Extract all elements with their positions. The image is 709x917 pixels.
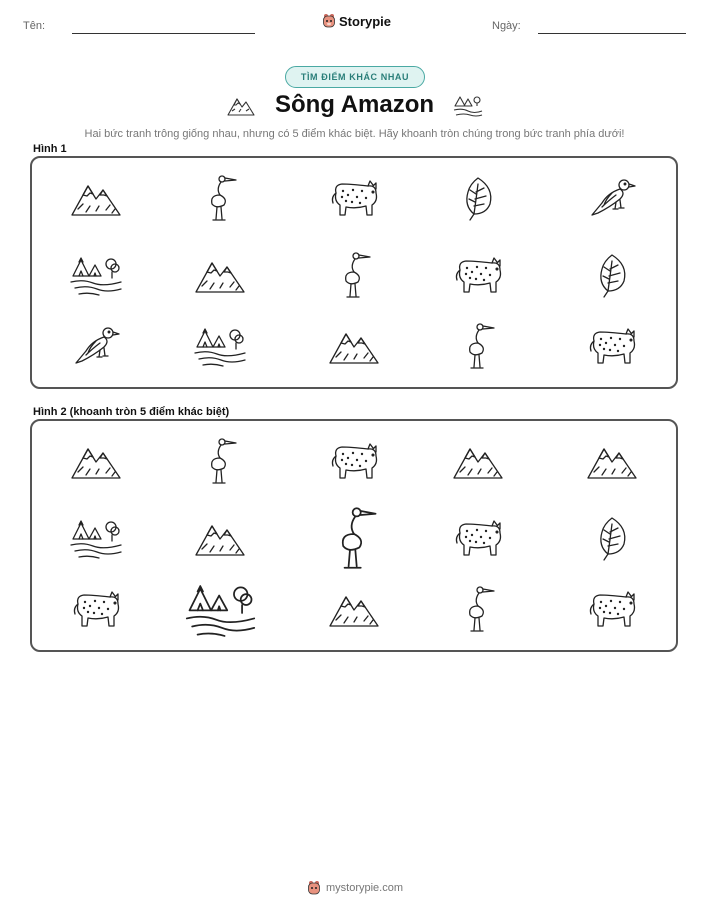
jaguar-icon[interactable] <box>452 515 504 561</box>
mountain-icon[interactable] <box>328 589 380 629</box>
jaguar-icon[interactable] <box>328 175 380 221</box>
date-label: Ngày: <box>492 20 521 32</box>
jaguar-icon[interactable] <box>586 586 638 632</box>
village-icon[interactable] <box>193 323 247 369</box>
footer <box>307 880 403 896</box>
page-title: Sông Amazon <box>274 91 435 118</box>
picture-1-panel[interactable] <box>30 156 678 389</box>
jaguar-icon[interactable] <box>452 252 504 298</box>
storypie-mascot-icon <box>322 13 336 29</box>
heron-icon[interactable] <box>200 436 240 486</box>
mountain-icon[interactable] <box>194 255 246 295</box>
mountain-icon[interactable] <box>586 441 638 481</box>
jaguar-icon[interactable] <box>586 323 638 369</box>
heron-icon[interactable] <box>327 504 381 572</box>
picture-2-panel[interactable] <box>30 419 678 652</box>
brand-logo[interactable] <box>322 13 391 29</box>
footer-url: mystorypie.com <box>326 882 404 894</box>
mountain-icon[interactable] <box>328 326 380 366</box>
village-icon[interactable] <box>69 252 123 298</box>
village-icon[interactable] <box>69 515 123 561</box>
village-icon[interactable] <box>184 578 257 640</box>
name-label: Tên: <box>23 20 46 32</box>
mountain-icon[interactable] <box>452 441 504 481</box>
heron-icon[interactable] <box>200 173 240 223</box>
mountain-icon[interactable] <box>194 518 246 558</box>
leaf-icon[interactable] <box>594 251 630 299</box>
bird-icon[interactable] <box>72 323 120 369</box>
instructions: Hai bức tranh trông giống nhau, nhưng có 5 điểm khác biệt. Hãy khoanh tròn chúng trong bức tranh phía dưới! <box>84 128 625 140</box>
storypie-mascot-icon <box>307 880 321 896</box>
picture-1-label: Hình 1 <box>33 143 67 155</box>
mountain-icon[interactable] <box>70 441 122 481</box>
bird-icon[interactable] <box>588 175 636 221</box>
picture-2-label: Hình 2 (khoanh tròn 5 điểm khác biệt) <box>33 406 230 418</box>
mountain-icon[interactable] <box>70 178 122 218</box>
heron-icon[interactable] <box>458 321 498 371</box>
activity-badge: TÌM ĐIỂM KHÁC NHAU <box>285 66 425 88</box>
jaguar-icon[interactable] <box>70 586 122 632</box>
heron-icon[interactable] <box>334 250 374 300</box>
village-decoration-icon <box>452 92 484 118</box>
heron-icon[interactable] <box>458 584 498 634</box>
leaf-icon[interactable] <box>594 514 630 562</box>
brand-name: Storypie <box>339 13 392 29</box>
leaf-icon[interactable] <box>460 174 496 222</box>
date-field[interactable] <box>538 33 686 34</box>
jaguar-icon[interactable] <box>328 438 380 484</box>
name-field[interactable] <box>72 33 255 34</box>
